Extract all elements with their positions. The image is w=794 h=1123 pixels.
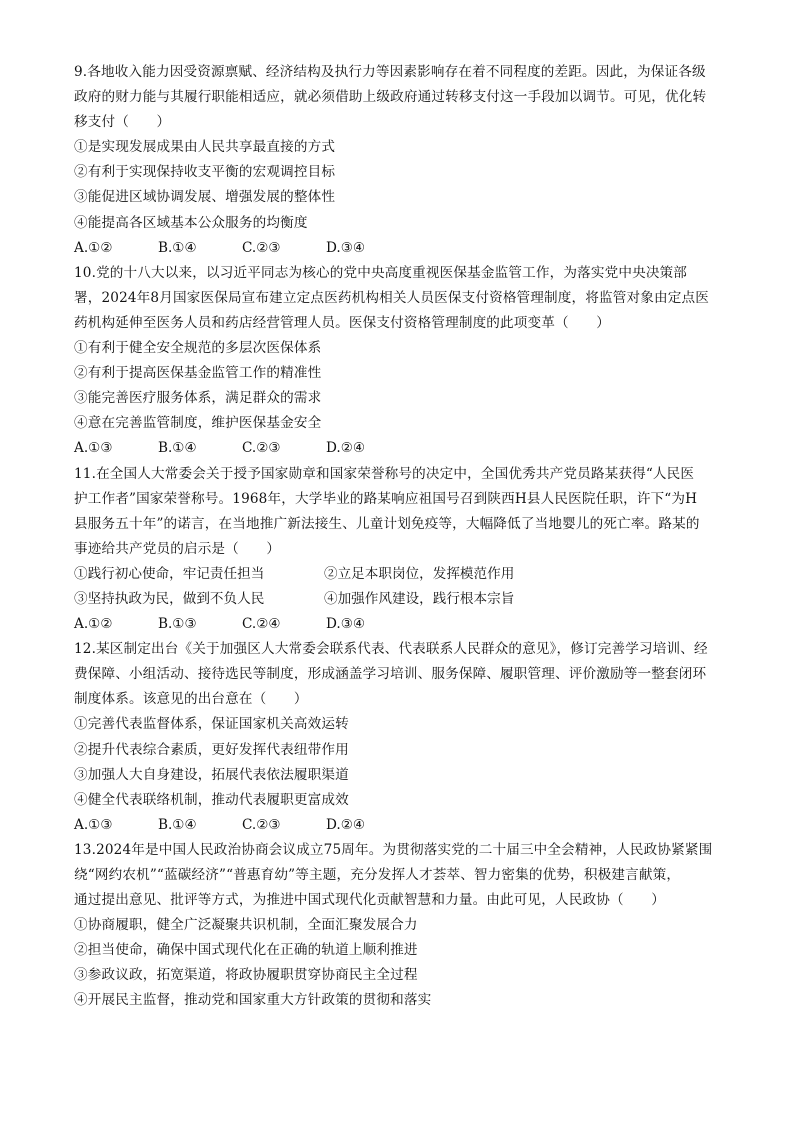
option-item: ④意在完善监管制度，维护医保基金安全 bbox=[74, 415, 322, 432]
answer-choice-b: B.①④ bbox=[158, 440, 197, 457]
answer-choice-a: A.①③ bbox=[74, 440, 113, 457]
question-13 bbox=[74, 838, 724, 1014]
question-list bbox=[74, 60, 724, 1014]
option-item: ①有利于健全安全规范的多层次医保体系 bbox=[74, 340, 322, 357]
option-item: ②担当使命，确保中国式现代化在正确的轨道上顺利推进 bbox=[74, 942, 418, 959]
answer-choices bbox=[74, 436, 724, 461]
option-item: ①协商履职，健全广泛凝聚共识机制，全面汇聚发展合力 bbox=[74, 917, 418, 934]
question-stem-line: 绕“网约农机”“蓝碳经济”“普惠育幼”等主题，充分发挥人才荟萃、智力密集的优势，积极建言献策， bbox=[74, 867, 681, 883]
answer-choice-b: B.①④ bbox=[158, 239, 197, 256]
answer-choice-b: B.①③ bbox=[158, 616, 197, 633]
question-stem-line: 11.在全国人大常委会关于授予国家勋章和国家荣誉称号的决定中，全国优秀共产党员路某获得“人民医 bbox=[74, 465, 695, 482]
option-item: ④能提高各区域基本公众服务的均衡度 bbox=[74, 214, 308, 231]
option-item: ①完善代表监督体系，保证国家机关高效运转 bbox=[74, 716, 349, 733]
answer-choice-d: D.③④ bbox=[326, 616, 366, 633]
answer-choice-c: C.②③ bbox=[242, 239, 281, 256]
option-item: ③加强人大自身建设，拓展代表依法履职渠道 bbox=[74, 766, 349, 783]
option-item: ③能促进区域协调发展、增强发展的整体性 bbox=[74, 189, 336, 206]
answer-choice-c: C.②③ bbox=[242, 440, 281, 457]
question-stem-line: 13.2024年是中国人民政治协商会议成立75周年。为贯彻落实党的二十届三中全会精神，人民政协紧紧围 bbox=[74, 841, 713, 858]
answer-choice-c: C.②③ bbox=[242, 816, 281, 833]
question-10 bbox=[74, 261, 724, 462]
option-item: ②立足本职岗位，发挥模范作用 bbox=[324, 565, 515, 582]
answer-choices bbox=[74, 813, 724, 838]
question-stem-line: 护工作者”国家荣誉称号。1968年，大学毕业的路某响应祖国号召到陕西H县人民医院任职，许下“为H bbox=[74, 490, 698, 507]
answer-choice-b: B.①④ bbox=[158, 816, 197, 833]
option-item: ④健全代表联络机制，推动代表履职更富成效 bbox=[74, 791, 349, 808]
answer-choice-a: A.①② bbox=[74, 616, 113, 633]
option-item: ④开展民主监督，推动党和国家重大方针政策的贯彻和落实 bbox=[74, 992, 432, 1009]
question-9 bbox=[74, 60, 724, 261]
question-stem-line: 通过提出意见、批评等方式，为推进中国式现代化贡献智慧和力量。由此可见，人民政协（ ） bbox=[74, 892, 665, 909]
question-stem-line: 制度体系。该意见的出台意在（ ） bbox=[74, 691, 308, 708]
answer-choice-c: C.②④ bbox=[242, 616, 281, 633]
question-stem-line: 署，2024年8月国家医保局宣布建立定点医药机构相关人员医保支付资格管理制度，将监管对象由定点医 bbox=[74, 289, 709, 306]
option-pair-row bbox=[74, 562, 724, 587]
option-item: ③坚持执政为民，做到不负人民 bbox=[74, 590, 265, 607]
question-stem-line: 事迹给共产党员的启示是（ ） bbox=[74, 540, 281, 557]
question-stem-line: 12.某区制定出台《关于加强区人大常委会联系代表、代表联系人民群众的意见》，修订完善学习培训、经 bbox=[74, 641, 708, 658]
question-stem-line: 移支付（ ） bbox=[74, 114, 171, 131]
option-item: ②有利于提高医保基金监管工作的精准性 bbox=[74, 365, 322, 382]
answer-choices bbox=[74, 236, 724, 261]
question-stem-line: 政府的财力能与其履行职能相适应，就必须借助上级政府通过转移支付这一手段加以调节。可见，优化转 bbox=[74, 89, 707, 106]
option-item: ①是实现发展成果由人民共享最直接的方式 bbox=[74, 139, 336, 156]
question-12 bbox=[74, 637, 724, 838]
question-11 bbox=[74, 462, 724, 638]
answer-choice-d: D.③④ bbox=[326, 239, 366, 256]
question-stem-line: 10.党的十八大以来，以习近平同志为核心的党中央高度重视医保基金监管工作，为落实党中央决策部 bbox=[74, 264, 688, 281]
question-stem-line: 药机构延伸至医务人员和药店经营管理人员。医保支付资格管理制度的此项变革（ ） bbox=[74, 314, 611, 331]
option-item: ①践行初心使命，牢记责任担当 bbox=[74, 565, 265, 582]
answer-choice-a: A.①③ bbox=[74, 816, 113, 833]
answer-choice-d: D.②④ bbox=[326, 816, 366, 833]
option-item: ②有利于实现保持收支平衡的宏观调控目标 bbox=[74, 164, 336, 181]
option-pair-row bbox=[74, 587, 724, 612]
answer-choice-d: D.②④ bbox=[326, 440, 366, 457]
option-item: ③能完善医疗服务体系，满足群众的需求 bbox=[74, 390, 322, 407]
answer-choices bbox=[74, 612, 724, 637]
option-item: ③参政议政，拓宽渠道，将政协履职贯穿协商民主全过程 bbox=[74, 967, 418, 984]
question-stem-line: 县服务五十年”的诺言，在当地推广新法接生、儿童计划免疫等，大幅降低了当地婴儿的死亡率。路某的 bbox=[74, 515, 700, 532]
question-stem-line: 费保障、小组活动、接待选民等制度，形成涵盖学习培训、服务保障、履职管理、评价激励等一整套闭环 bbox=[74, 666, 707, 683]
answer-choice-a: A.①② bbox=[74, 239, 113, 256]
question-stem-line: 9.各地收入能力因受资源禀赋、经济结构及执行力等因素影响存在着不同程度的差距。因此，为保证各级 bbox=[74, 64, 706, 80]
option-item: ②提升代表综合素质，更好发挥代表纽带作用 bbox=[74, 741, 349, 758]
option-item: ④加强作风建设，践行根本宗旨 bbox=[324, 590, 515, 607]
